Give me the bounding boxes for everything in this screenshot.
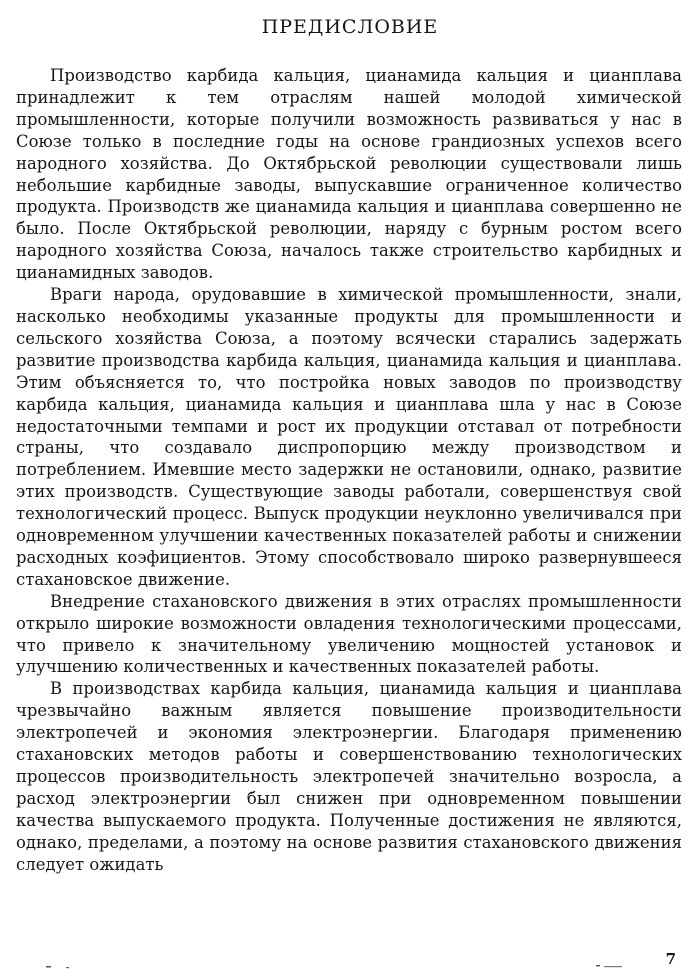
- paragraph-3: Внедрение стахановского движения в этих отраслях промышленности открыло широкие возможности овладения технологическими процессами, что привело к значительному увеличению мощностей установок и улучшению количественных и качественных показателей работы.: [16, 591, 682, 677]
- document-page: [16, 0, 682, 980]
- paragraph-1: Производство карбида кальция, цианамида кальция и цианплава принадлежит к тем отраслям нашей молодой химической промышленности, которые получили возможность развиваться у нас в Союзе только в последние годы на основе грандиозных успехов всего народного хозяйства. До Октябрьской революции существовали лишь небольшие карбидные заводы, выпускавшие ограниченное количество продукта. Производств же цианамида кальция и цианплава совершенно не было. После Октябрьской революции, наряду с бурным ростом всего народного хозяйства Союза, началось также строительство карбидных и цианамидных заводов.: [16, 66, 682, 283]
- paragraph-2: Враги народа, орудовавшие в химической промышленности, знали, насколько необходимы указанные продукты для промышленности и сельского хозяйства Союза, а поэтому всячески старались задержать развитие производства карбида кальция, цианамида кальция и цианплава. Этим объясняется то, что постройка новых заводов по производству карбида кальция, цианамида кальция и цианплава шла у нас в Союзе недостаточными темпами и рост их продукции отставал от потребности страны, что создавало диспропорцию между производством и потреблением. Имевшие место задержки не остановили, однако, развитие этих производств. Существующие заводы работали, совершенствуя свой технологический процесс. Выпуск продукции неуклонно увеличивался при одновременном улучшении качественных показателей работы и снижении расходных коэфициентов. Этому способствовало широко развернувшееся стахановское движение.: [16, 285, 682, 589]
- scan-specks: [16, 962, 682, 972]
- page-number: 7: [665, 950, 676, 968]
- page-title: ПРЕДИСЛОВИЕ: [261, 16, 439, 38]
- body-text: [16, 65, 682, 876]
- paragraph-4: В производствах карбида кальция, цианамида кальция и цианплава чрезвычайно важным является повышение производительности электропечей и экономия электроэнергии. Благодаря применению стахановских методов работы и совершенствованию технологических процессов производительность электропечей значительно возросла, а расход электроэнергии был снижен при одновременном повышении качества выпускаемого продукта. Полученные достижения не являются, однако, пределами, а поэтому на основе развития стахановского движения следует ожидать: [16, 679, 682, 874]
